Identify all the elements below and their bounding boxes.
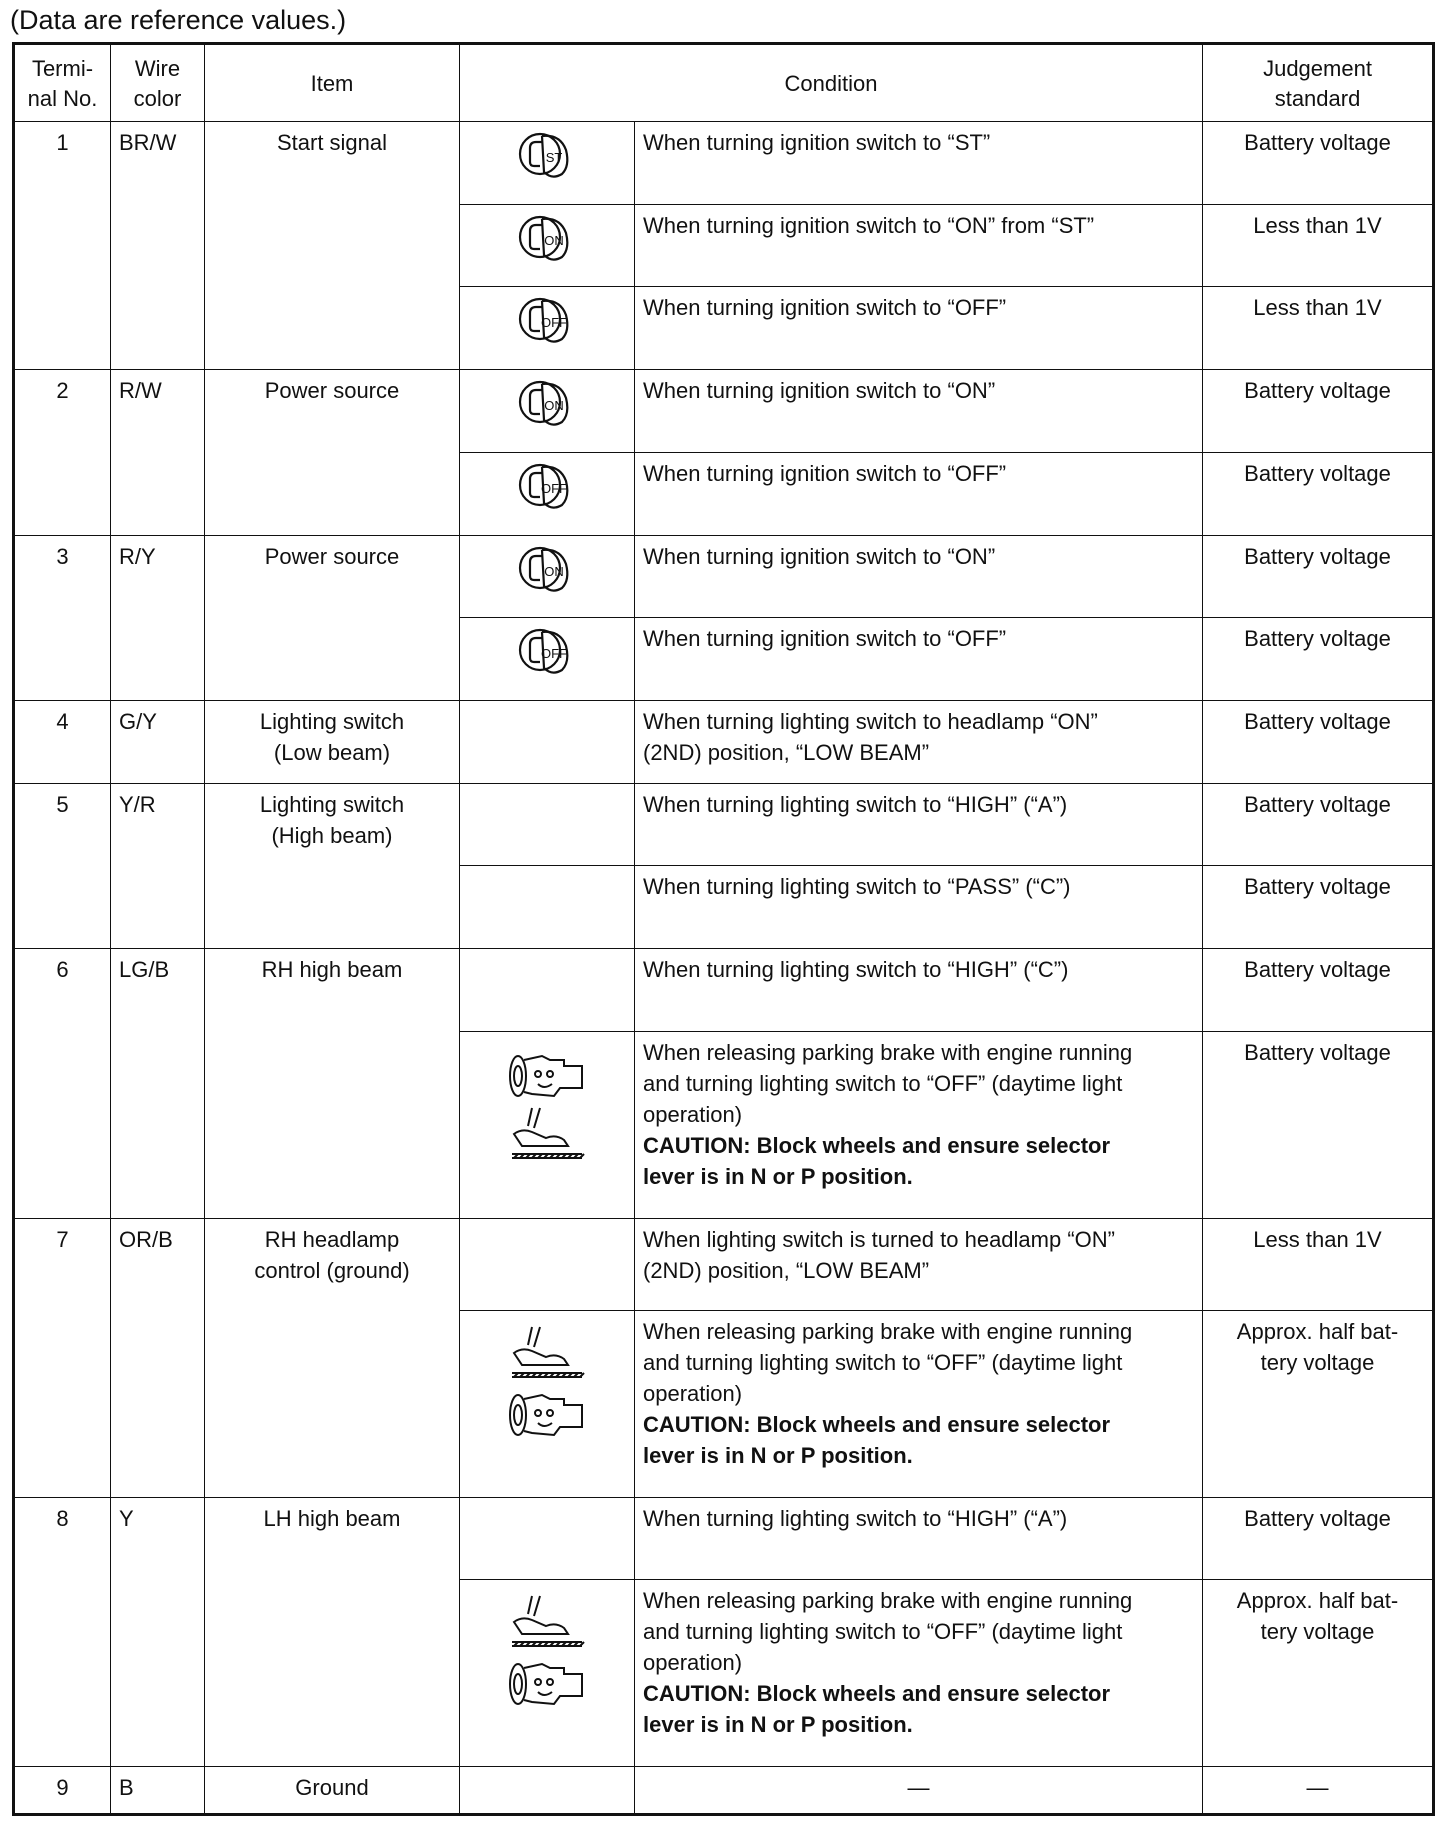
condition-text-cell: When turning lighting switch to headlamp “ON” (2ND) position, “LOW BEAM” — [635, 701, 1203, 784]
condition-icon-cell — [460, 287, 635, 370]
item-cell: Ground — [205, 1767, 460, 1815]
terminal-no-cell: 8 — [14, 1497, 111, 1767]
condition-text-cell: When turning lighting switch to “PASS” (“C”) — [635, 866, 1203, 949]
condition-text-cell: When turning ignition switch to “OFF” — [635, 452, 1203, 535]
condition-text-cell: When turning lighting switch to “HIGH” (“C”) — [635, 949, 1203, 1032]
condition-icon-cell — [460, 122, 635, 205]
item-cell: Power source — [205, 535, 460, 700]
judgement-cell: Battery voltage — [1203, 866, 1434, 949]
judgement-cell: Less than 1V — [1203, 1218, 1434, 1310]
condition-icon-cell — [460, 204, 635, 287]
wire-color-cell: LG/B — [111, 949, 205, 1219]
condition-text-cell: When turning ignition switch to “OFF” — [635, 287, 1203, 370]
judgement-cell: Battery voltage — [1203, 1497, 1434, 1580]
judgement-cell: Battery voltage — [1203, 535, 1434, 618]
table-row — [14, 949, 1434, 1032]
terminal-reference-table — [12, 42, 1435, 1816]
ignition-key-st-icon — [460, 126, 634, 182]
condition-text-cell: When turning ignition switch to “ON” — [635, 535, 1203, 618]
svg-text:ON: ON — [544, 398, 564, 414]
header-judgement: Judgement standard — [1203, 44, 1434, 122]
engine-running-icon — [502, 1383, 592, 1443]
caution-note: CAUTION: Block wheels and ensure selector lever is in N or P position. — [643, 1411, 1111, 1468]
table-row — [14, 122, 1434, 205]
terminal-no-cell: 7 — [14, 1218, 111, 1497]
table-row — [14, 701, 1434, 784]
judgement-cell: Battery voltage — [1203, 1031, 1434, 1218]
condition-icon-cell — [460, 701, 635, 784]
judgement-cell: Approx. half bat- tery voltage — [1203, 1310, 1434, 1497]
condition-icon-cell — [460, 1497, 635, 1580]
ignition-key-icon — [512, 126, 582, 182]
judgement-cell: Battery voltage — [1203, 783, 1434, 866]
item-cell: RH high beam — [205, 949, 460, 1219]
wire-color-cell: Y/R — [111, 783, 205, 948]
condition-text-cell: When turning lighting switch to “HIGH” (“A”) — [635, 783, 1203, 866]
ignition-key-icon — [512, 540, 582, 596]
table-row — [14, 1767, 1434, 1815]
condition-text-cell: When releasing parking brake with engine running and turning lighting switch to “OFF” (daytime light operation) CAUTION: Block wheels and ensure selector lever is in N or P position. — [635, 1031, 1203, 1218]
judgement-cell: — — [1203, 1767, 1434, 1815]
table-row — [14, 783, 1434, 866]
svg-text:OFF: OFF — [541, 480, 567, 496]
engine-running-icon — [502, 1044, 592, 1104]
condition-icon-cell — [460, 866, 635, 949]
ignition-key-on-icon — [460, 540, 634, 596]
header-condition: Condition — [460, 44, 1203, 122]
ignition-key-icon — [512, 622, 582, 678]
item-cell: Start signal — [205, 122, 460, 370]
judgement-cell: Approx. half bat- tery voltage — [1203, 1580, 1434, 1767]
condition-icon-cell — [460, 949, 635, 1032]
condition-icon-cell — [460, 1310, 635, 1497]
caution-note: CAUTION: Block wheels and ensure selector lever is in N or P position. — [643, 1132, 1111, 1189]
item-cell: Lighting switch (Low beam) — [205, 701, 460, 784]
terminal-no-cell: 9 — [14, 1767, 111, 1815]
item-cell: LH high beam — [205, 1497, 460, 1767]
header-row — [14, 44, 1434, 122]
table-row — [14, 1218, 1434, 1310]
parking-brake-engine-running-icon — [460, 1584, 634, 1712]
engine-running-icon — [502, 1652, 592, 1712]
condition-icon-cell — [460, 783, 635, 866]
table-row — [14, 1497, 1434, 1580]
terminal-no-cell: 1 — [14, 122, 111, 370]
judgement-cell: Battery voltage — [1203, 701, 1434, 784]
condition-text-cell: — — [635, 1767, 1203, 1815]
terminal-no-cell: 2 — [14, 370, 111, 535]
terminal-no-cell: 4 — [14, 701, 111, 784]
condition-icon-cell — [460, 618, 635, 701]
wire-color-cell: BR/W — [111, 122, 205, 370]
parking-brake-icon — [502, 1592, 592, 1652]
svg-text:OFF: OFF — [541, 646, 567, 662]
reference-note: (Data are reference values.) — [10, 5, 347, 35]
judgement-cell: Battery voltage — [1203, 452, 1434, 535]
ignition-key-off-icon — [460, 622, 634, 678]
condition-text-cell: When turning lighting switch to “HIGH” (“A”) — [635, 1497, 1203, 1580]
condition-text-cell: When turning ignition switch to “OFF” — [635, 618, 1203, 701]
judgement-cell: Less than 1V — [1203, 204, 1434, 287]
header-item: Item — [205, 44, 460, 122]
condition-text-cell: When releasing parking brake with engine running and turning lighting switch to “OFF” (daytime light operation) CAUTION: Block wheels and ensure selector lever is in N or P position. — [635, 1580, 1203, 1767]
table-row — [14, 535, 1434, 618]
condition-text-cell: When releasing parking brake with engine running and turning lighting switch to “OFF” (daytime light operation) CAUTION: Block wheels and ensure selector lever is in N or P position. — [635, 1310, 1203, 1497]
judgement-cell: Battery voltage — [1203, 370, 1434, 453]
condition-text-cell: When turning ignition switch to “ON” — [635, 370, 1203, 453]
parking-brake-engine-running-icon — [460, 1315, 634, 1443]
condition-icon-cell — [460, 1580, 635, 1767]
judgement-cell: Less than 1V — [1203, 287, 1434, 370]
wire-color-cell: B — [111, 1767, 205, 1815]
condition-icon-cell — [460, 535, 635, 618]
svg-text:ST: ST — [545, 150, 563, 165]
condition-icon-cell — [460, 370, 635, 453]
engine-running-parking-brake-icon — [460, 1036, 634, 1164]
ignition-key-icon — [512, 291, 582, 347]
ignition-key-off-icon — [460, 457, 634, 513]
ignition-key-icon — [512, 457, 582, 513]
condition-icon-cell — [460, 1767, 635, 1815]
parking-brake-icon — [502, 1104, 592, 1164]
condition-text-cell: When turning ignition switch to “ST” — [635, 122, 1203, 205]
svg-text:ON: ON — [544, 563, 564, 579]
condition-text-cell: When turning ignition switch to “ON” from “ST” — [635, 204, 1203, 287]
wire-color-cell: OR/B — [111, 1218, 205, 1497]
terminal-no-cell: 3 — [14, 535, 111, 700]
item-cell: RH headlamp control (ground) — [205, 1218, 460, 1497]
condition-icon-cell — [460, 452, 635, 535]
item-cell: Lighting switch (High beam) — [205, 783, 460, 948]
ignition-key-on-icon — [460, 209, 634, 265]
header-wire-color: Wire color — [111, 44, 205, 122]
judgement-cell: Battery voltage — [1203, 949, 1434, 1032]
wire-color-cell: R/Y — [111, 535, 205, 700]
terminal-no-cell: 5 — [14, 783, 111, 948]
wire-color-cell: Y — [111, 1497, 205, 1767]
header-terminal-no: Termi- nal No. — [14, 44, 111, 122]
wire-color-cell: G/Y — [111, 701, 205, 784]
condition-icon-cell — [460, 1218, 635, 1310]
condition-text-cell: When lighting switch is turned to headlamp “ON” (2ND) position, “LOW BEAM” — [635, 1218, 1203, 1310]
judgement-cell: Battery voltage — [1203, 122, 1434, 205]
svg-text:OFF: OFF — [541, 315, 567, 331]
svg-text:ON: ON — [544, 232, 564, 248]
item-cell: Power source — [205, 370, 460, 535]
parking-brake-icon — [502, 1323, 592, 1383]
judgement-cell: Battery voltage — [1203, 618, 1434, 701]
ignition-key-icon — [512, 209, 582, 265]
condition-icon-cell — [460, 1031, 635, 1218]
table-row — [14, 370, 1434, 453]
terminal-no-cell: 6 — [14, 949, 111, 1219]
ignition-key-off-icon — [460, 291, 634, 347]
ignition-key-icon — [512, 374, 582, 430]
wire-color-cell: R/W — [111, 370, 205, 535]
ignition-key-on-icon — [460, 374, 634, 430]
caution-note: CAUTION: Block wheels and ensure selector lever is in N or P position. — [643, 1681, 1111, 1738]
